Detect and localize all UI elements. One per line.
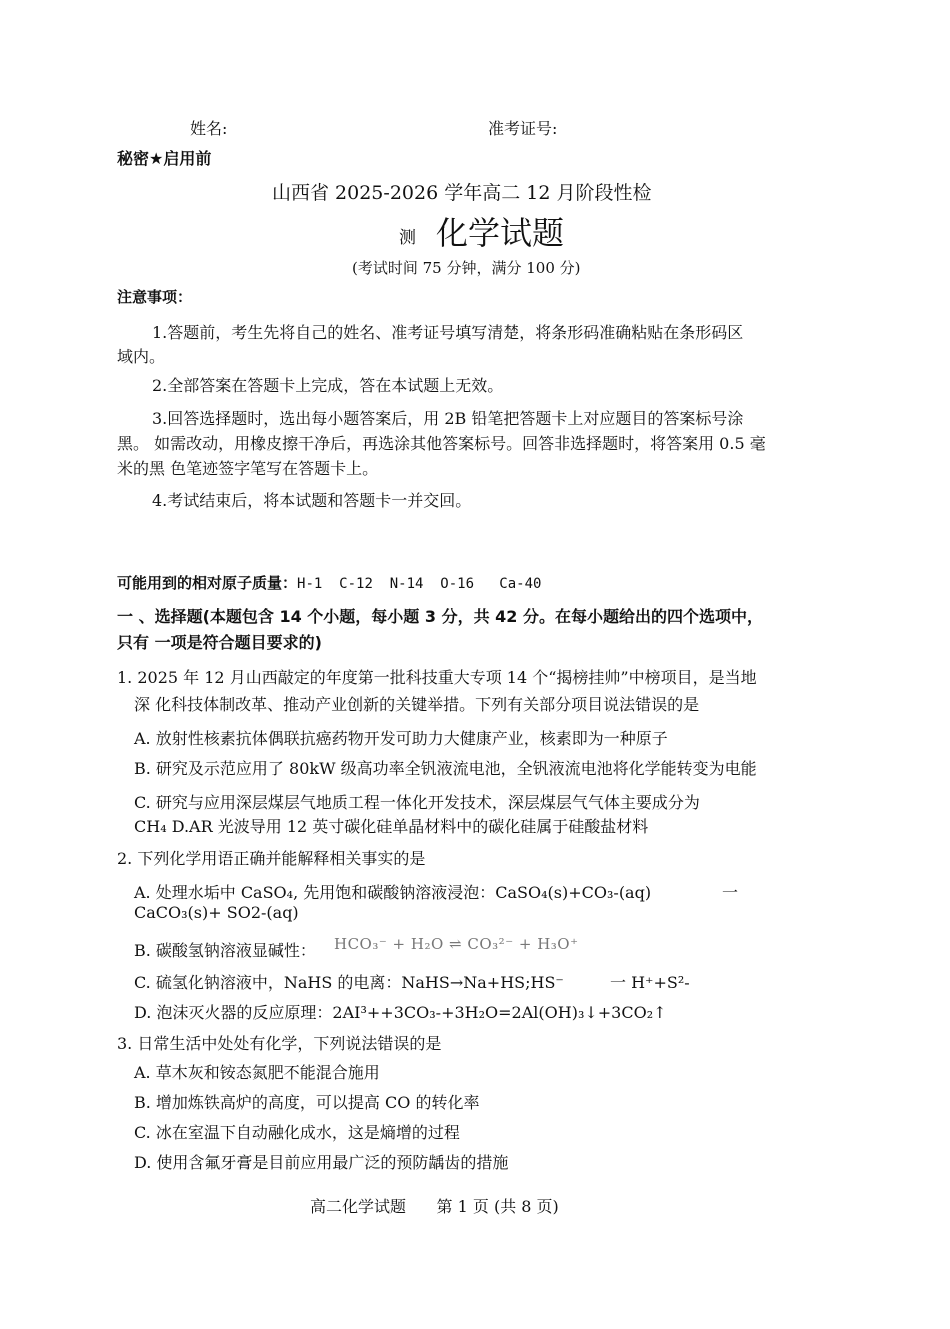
- atomic-mass-line: [117, 572, 541, 593]
- q3-option-a: A. 草木灰和铵态氮肥不能混合施用: [134, 1063, 380, 1082]
- section-heading-2: 只有 一项是符合题目要求的): [117, 633, 322, 652]
- notice-item-2: 2.全部答案在答题卡上完成，答在本试题上无效。: [152, 376, 504, 395]
- notice-item-1a: 1.答题前，考生先将自己的姓名、准考证号填写清楚，将条形码准确粘贴在条形码区: [152, 323, 744, 342]
- q2-option-b: B. 碳酸氢钠溶液显碱性：: [134, 941, 316, 960]
- notice-item-3a: 3.回答选择题时，选出每小题答案后，用 2B 铅笔把答题卡上对应题目的答案标号涂: [152, 409, 744, 428]
- notice-item-1b: 域内。: [117, 347, 166, 366]
- exam-info: (考试时间 75 分钟，满分 100 分): [352, 259, 581, 277]
- q3-stem: 3. 日常生活中处处有化学，下列说法错误的是: [117, 1034, 442, 1053]
- exam-id-label: 准考证号:: [488, 119, 558, 138]
- q2-stem: 2. 下列化学用语正确并能解释相关事实的是: [117, 849, 426, 868]
- q2-option-c-1: C. 硫氢化钠溶液中，NaHS 的电离：NaHS→Na+HS;HS⁻: [134, 973, 564, 992]
- q1-stem-b: 深 化科技体制改革、推动产业创新的关键举措。下列有关部分项目说法错误的是: [134, 695, 700, 714]
- q1-option-b: B. 研究及示范应用了 80kW 级高功率全钒液流电池，全钒液流电池将化学能转变为电能: [134, 759, 757, 778]
- notice-heading: 注意事项：: [117, 288, 193, 306]
- notice-item-4: 4.考试结束后，将本试题和答题卡一并交回。: [152, 491, 472, 510]
- q2-option-b-equation: HCO₃⁻ + H₂O ⇌ CO₃²⁻ + H₃O⁺: [334, 935, 579, 953]
- q2-option-a-2: CaCO₃(s)+ SO2-(aq): [134, 903, 299, 922]
- q1-option-c: C. 研究与应用深层煤层气地质工程一体化开发技术，深层煤层气气体主要成分为: [134, 793, 700, 812]
- secret-mark: 秘密★启用前: [117, 149, 212, 168]
- page-title: 化学试题: [436, 214, 565, 252]
- q1-option-d: CH₄ D.AR 光波导用 12 英寸碳化硅单晶材料中的碳化硅属于硅酸盐材料: [134, 817, 649, 836]
- q2-option-c-2: 一 H⁺+S²-: [610, 973, 690, 992]
- q3-option-d: D. 使用含氟牙膏是目前应用最广泛的预防龋齿的措施: [134, 1153, 509, 1172]
- section-heading-1: 一 、选择题(本题包含 14 个小题，每小题 3 分，共 42 分。在每小题给出的四个选项中，: [117, 607, 763, 626]
- page-footer: 高二化学试题 第 1 页 (共 8 页): [310, 1197, 559, 1216]
- atomic-mass-label: 可能用到的相对原子质量：: [117, 574, 298, 592]
- q2-option-d: D. 泡沫灭火器的反应原理：2AI³++3CO₃-+3H₂O=2Al(OH)₃↓+3CO₂↑: [134, 1003, 667, 1022]
- q2-option-a-arrow: 一: [722, 883, 739, 902]
- title-ce: 测: [399, 228, 416, 248]
- atomic-mass-values: H-1 C-12 N-14 O-16 Ca-40: [297, 576, 542, 592]
- q3-option-c: C. 冰在室温下自动融化成水，这是熵增的过程: [134, 1123, 460, 1142]
- notice-item-3c: 米的黑 色笔迹签字笔写在答题卡上。: [117, 459, 379, 478]
- title-line1: 山西省 2025-2026 学年高二 12 月阶段性检: [272, 182, 652, 204]
- q2-option-a-1: A. 处理水垢中 CaSO₄, 先用饱和碳酸钠溶液浸泡：CaSO₄(s)+CO₃-(aq): [134, 883, 652, 902]
- q1-option-a: A. 放射性核素抗体偶联抗癌药物开发可助力大健康产业，核素即为一种原子: [134, 729, 668, 748]
- q3-option-b: B. 增加炼铁高炉的高度，可以提高 CO 的转化率: [134, 1093, 480, 1112]
- name-label: 姓名:: [190, 119, 228, 138]
- notice-item-3b: 黑。 如需改动，用橡皮擦干净后，再选涂其他答案标号。回答非选择题时，将答案用 0.5 毫: [117, 434, 766, 453]
- q1-stem-a: 1. 2025 年 12 月山西敲定的年度第一批科技重大专项 14 个“揭榜挂帅”中榜项目，是当地: [117, 668, 757, 687]
